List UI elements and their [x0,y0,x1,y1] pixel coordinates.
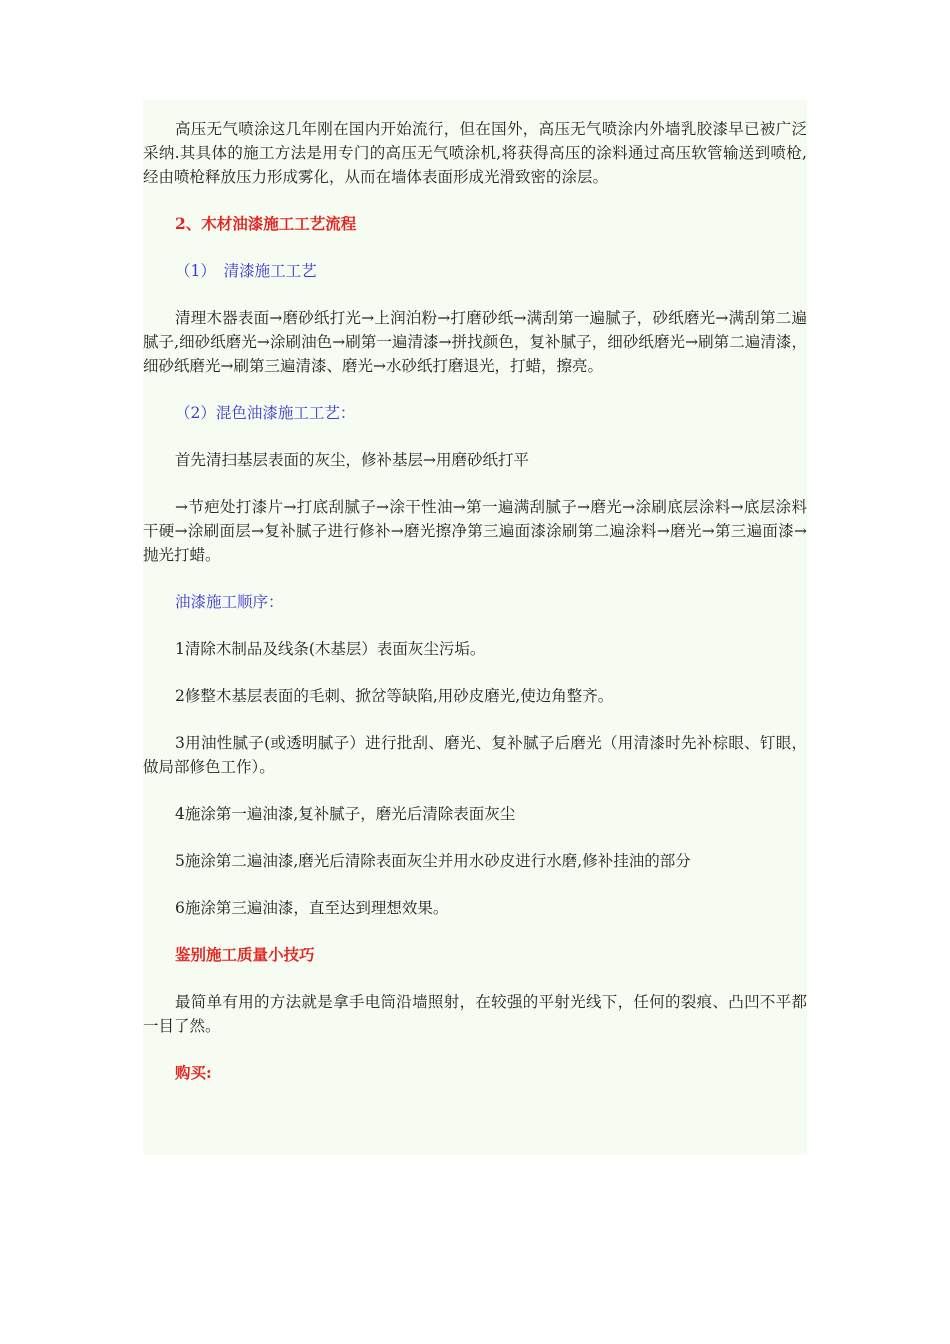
sequence-title: 油漆施工顺序： [175,593,284,611]
sequence-step-2: 2修整木基层表面的毛刺、掀岔等缺陷,用砂皮磨光,使边角整齐。 [175,687,614,705]
purchase-title: 购买: [175,1063,212,1082]
quality-tip-title: 鉴别施工质量小技巧 [175,945,315,964]
sequence-step-6: 6施涂第三遍油漆，直至达到理想效果。 [175,899,449,917]
mixed-paint-title: （2）混色油漆施工工艺： [175,404,356,422]
sequence-step-1: 1清除木制品及线条(木基层）表面灰尘污垢。 [175,640,486,658]
sequence-step-3: 3用油性腻子(或透明腻子）进行批刮、磨光、复补腻子后磨光（用清漆时先补棕眼、钉眼，做局部修色工作）。 [143,734,807,776]
document-body [143,117,807,1085]
mixed-paint-paragraph-2: →节疤处打漆片→打底刮腻子→涂干性油→第一遍满刮腻子→磨光→涂刷底层涂料→底层涂料干硬→涂刷面层→复补腻子进行修补→磨光擦净第三遍面漆涂刷第二遍涂料→磨光→第三遍面漆→抛光打蜡。 [143,498,807,564]
clear-paint-title: （1） 清漆施工工艺 [175,262,317,280]
sequence-step-4: 4施涂第一遍油漆,复补腻子，磨光后清除表面灰尘 [175,805,516,823]
mixed-paint-paragraph-1: 首先清扫基层表面的灰尘，修补基层→用磨砂纸打平 [175,451,529,469]
sequence-step-5: 5施涂第二遍油漆,磨光后清除表面灰尘并用水砂皮进行水磨,修补挂油的部分 [175,852,691,870]
quality-tip-paragraph: 最简单有用的方法就是拿手电筒沿墙照射，在较强的平射光线下，任何的裂痕、凸凹不平都一目了然。 [143,993,807,1035]
clear-paint-paragraph: 清理木器表面→磨砂纸打光→上润泊粉→打磨砂纸→满刮第一遍腻子，砂纸磨光→满刮第二遍腻子,细砂纸磨光→涂刷油色→刷第一遍清漆→拼找颜色，复补腻子，细砂纸磨光→刷第二遍清漆，细砂纸磨光→刷第三遍清漆、磨光→水砂纸打磨退光，打蜡，擦亮。 [143,309,807,375]
intro-paragraph: 高压无气喷涂这几年刚在国内开始流行，但在国外，高压无气喷涂内外墙乳胶漆早已被广泛采纳.其具体的施工方法是用专门的高压无气喷涂机,将获得高压的涂料通过高压软管输送到喷枪,经由喷枪释放压力形成雾化，从而在墙体表面形成光滑致密的涂层。 [143,120,807,186]
section-title: 2、木材油漆施工工艺流程 [175,214,357,233]
